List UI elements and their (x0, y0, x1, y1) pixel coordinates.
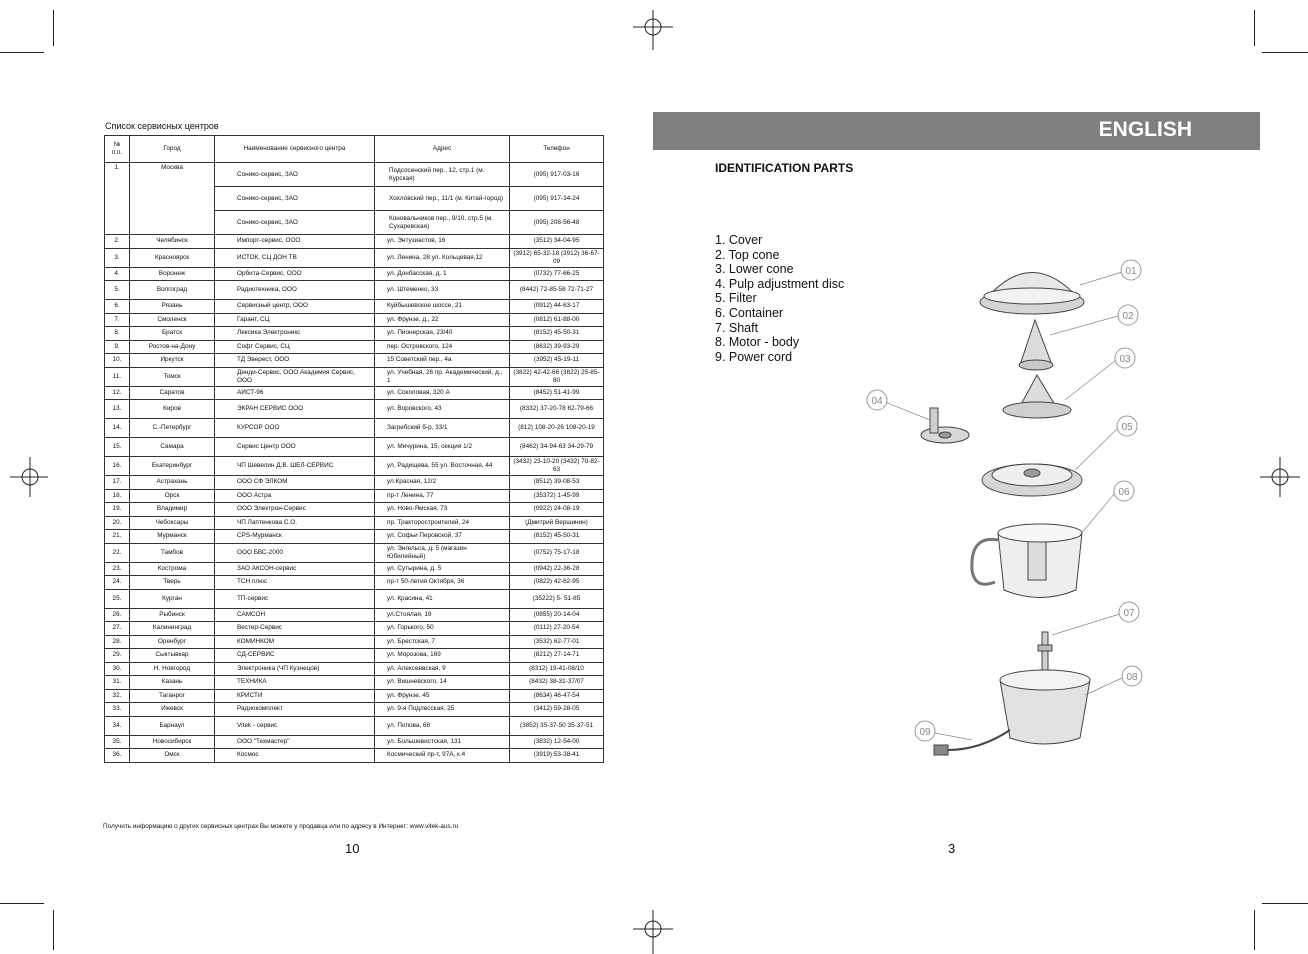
table-row (105, 649, 604, 663)
motor-body-part (1000, 670, 1090, 744)
row-address: ул. Соколовая, 320 А (375, 386, 510, 400)
row-num: 4. (105, 267, 130, 281)
row-num: 19. (105, 503, 130, 517)
row-center-name: ООО Электрон-Сервис (215, 503, 375, 517)
row-city: Воронеж (130, 267, 215, 281)
row-phone: (8152) 45-50-31 (510, 327, 604, 341)
row-city: Барнаул (130, 716, 215, 735)
list-item: 4. Pulp adjustment disc (715, 276, 845, 291)
row-center-name: АИСТ-96 (215, 386, 375, 400)
table-row (105, 248, 604, 267)
table-row (105, 503, 604, 517)
row-center-name: Сервисный центр, ООО (215, 300, 375, 314)
row-center-name: Денди-Сервис, ООО Академия Сервис, ООО (215, 367, 375, 386)
row-address: ул. Энгельса, д. 5 (магазин Юбилейный) (375, 543, 510, 562)
row-phone: (0732) 77-66-25 (510, 267, 604, 281)
header-phone: Телефон (510, 136, 604, 163)
service-centers-table (104, 135, 604, 763)
row-city: Ижевск (130, 703, 215, 717)
row-num: 14. (105, 419, 130, 438)
callout-label: 09 (919, 727, 931, 738)
page-number-right: 3 (948, 841, 956, 856)
row-address: ул. Ново-Ямская, 73 (375, 503, 510, 517)
row-num: 22. (105, 543, 130, 562)
table-row (105, 608, 604, 622)
row-phone: (095) 208-56-48 (510, 211, 604, 235)
row-address: ул. Радищева, 55 ул. Восточная, 44 (375, 457, 510, 476)
row-phone: (3832) 12-54-00 (510, 735, 604, 749)
row-center-name: ООО БВС-2000 (215, 543, 375, 562)
row-city: Челябинск (130, 235, 215, 249)
row-city: Сыктывкар (130, 649, 215, 663)
row-address: ул. Попова, 68 (375, 716, 510, 735)
row-center-name: Радиотехника, ООО (215, 281, 375, 300)
table-row (105, 689, 604, 703)
row-phone: (8632) 39-93-29 (510, 340, 604, 354)
table-row (105, 419, 604, 438)
callout-label: 06 (1118, 487, 1130, 498)
row-center-name: Орбита-Сервис, ООО (215, 267, 375, 281)
service-centers-title: Список сервисных центров (105, 121, 219, 131)
row-center-name: Vitek - сервис (215, 716, 375, 735)
row-center-name: ТСН плюс (215, 576, 375, 590)
callout-label: 07 (1123, 608, 1135, 619)
row-phone: (Дмитрий Вершинин) (510, 516, 604, 530)
registration-mark-bottom (628, 910, 678, 954)
callout-label: 04 (871, 396, 883, 407)
registration-mark-top (628, 10, 678, 50)
row-phone: (0812) 61-88-00 (510, 313, 604, 327)
row-center-name: CPS-Мурманск (215, 530, 375, 544)
row-phone: (8312) 19-41-08/10 (510, 662, 604, 676)
power-cord-part (934, 730, 1010, 755)
table-header-row (105, 136, 604, 163)
list-item: 9. Power cord (715, 349, 793, 364)
row-city: Чебоксары (130, 516, 215, 530)
row-city: Орск (130, 489, 215, 503)
row-num: 16. (105, 457, 130, 476)
row-num: 31. (105, 676, 130, 690)
language-header-bar (653, 112, 1260, 150)
row-city: Мурманск (130, 530, 215, 544)
row-city: Самара (130, 438, 215, 457)
row-city: Москва (130, 163, 215, 235)
row-city: Калининград (130, 622, 215, 636)
row-phone: (8452) 51-41-99 (510, 386, 604, 400)
table-row (105, 281, 604, 300)
row-center-name: ТП-сервис (215, 589, 375, 608)
row-center-name: Сонико-сервис, ЗАО (215, 187, 375, 211)
table-row (105, 354, 604, 368)
row-city: Красноярск (130, 248, 215, 267)
row-city: Рыбинск (130, 608, 215, 622)
row-city: Омск (130, 749, 215, 763)
table-row (105, 516, 604, 530)
row-phone: (3912) 65-32-18 (3912) 36-67-09 (510, 248, 604, 267)
row-center-name: ИСТОК, СЦ ДОН ТВ (215, 248, 375, 267)
row-center-name: Космос (215, 749, 375, 763)
row-city: Волгоград (130, 281, 215, 300)
table-row (105, 386, 604, 400)
table-row (105, 562, 604, 576)
row-num: 9. (105, 340, 130, 354)
row-city: Владимир (130, 503, 215, 517)
row-center-name: ЭКРАН СЕРВИС ООО (215, 400, 375, 419)
row-address: ул.Стоялая, 19 (375, 608, 510, 622)
row-num: 1. (105, 163, 130, 235)
callout-label: 05 (1121, 422, 1133, 433)
row-center-name: ЗАО АКСОН-сервис (215, 562, 375, 576)
table-row (105, 163, 604, 187)
filter-part (982, 464, 1082, 496)
list-item: 5. Filter (715, 291, 757, 306)
row-phone: (0942) 22-36-28 (510, 562, 604, 576)
row-address: ул. Алексеевская, 9 (375, 662, 510, 676)
row-address: пр-т 50-летия Октября, 36 (375, 576, 510, 590)
table-row (105, 400, 604, 419)
language-title: ENGLISH (1098, 118, 1192, 141)
callouts (867, 260, 1142, 741)
list-item: 2. Top cone (715, 247, 780, 262)
table-row (105, 300, 604, 314)
list-item: 6. Container (715, 305, 784, 320)
callout-label: 02 (1122, 311, 1134, 322)
table-row (105, 749, 604, 763)
row-city: Саратов (130, 386, 215, 400)
row-num: 35. (105, 735, 130, 749)
row-num: 36. (105, 749, 130, 763)
row-address: пр. Тракторостроителей, 24 (375, 516, 510, 530)
table-row (105, 313, 604, 327)
table-row (105, 327, 604, 341)
table-row (105, 576, 604, 590)
row-phone: (095) 917-03-16 (510, 163, 604, 187)
row-city: Н. Новгород (130, 662, 215, 676)
row-city: Екатеринбург (130, 457, 215, 476)
row-address: ул. Горького, 50 (375, 622, 510, 636)
registration-mark-right (1260, 455, 1304, 499)
row-num: 15. (105, 438, 130, 457)
row-num: 5. (105, 281, 130, 300)
row-center-name: КРИСТИ (215, 689, 375, 703)
row-city: Астрахань (130, 476, 215, 490)
row-address: 15 Советский пер., 4а (375, 354, 510, 368)
table-row (105, 589, 604, 608)
row-city: Киров (130, 400, 215, 419)
parts-list (715, 233, 844, 364)
row-center-name: ООО Астра (215, 489, 375, 503)
row-num: 3. (105, 248, 130, 267)
row-num: 26. (105, 608, 130, 622)
row-phone: (812) 108-20-26 108-20-19 (510, 419, 604, 438)
row-num: 12. (105, 386, 130, 400)
row-city: Ростов-на-Дону (130, 340, 215, 354)
row-phone: (0822) 42-62-95 (510, 576, 604, 590)
row-address: Подсосенский пер., 12, стр.1 (м. Курская) (375, 163, 510, 187)
row-phone: (8212) 27-14-71 (510, 649, 604, 663)
row-address: ул. Морозова, 169 (375, 649, 510, 663)
row-center-name: ООО "Техмастер" (215, 735, 375, 749)
row-phone: (3512) 34-04-95 (510, 235, 604, 249)
row-address: ул. Донбасская, д. 1 (375, 267, 510, 281)
top-cone-part (1019, 320, 1053, 370)
row-center-name: Лексика Электроникс (215, 327, 375, 341)
table-row (105, 703, 604, 717)
row-num: 7. (105, 313, 130, 327)
row-center-name: ТД Эверест, ООО (215, 354, 375, 368)
row-num: 6. (105, 300, 130, 314)
table-row (105, 543, 604, 562)
row-phone: (3852) 35-37-50 35-37-51 (510, 716, 604, 735)
table-row (105, 530, 604, 544)
callout-label: 01 (1125, 266, 1137, 277)
header-center-name: Наименование сервисного центра (215, 136, 375, 163)
row-address: ул. Сутырина, д. 5 (375, 562, 510, 576)
table-row (105, 476, 604, 490)
row-address: ул. Штеменко, 33 (375, 281, 510, 300)
row-city: Кострома (130, 562, 215, 576)
row-city: Новосибирск (130, 735, 215, 749)
row-phone: (35222) 5- 51-85 (510, 589, 604, 608)
row-address: ул. Пионерская, 23/40 (375, 327, 510, 341)
row-num: 33. (105, 703, 130, 717)
row-center-name: Сонико-сервис, ЗАО (215, 163, 375, 187)
row-center-name: СД-СЕРВИС (215, 649, 375, 663)
row-num: 28. (105, 635, 130, 649)
row-city: Казань (130, 676, 215, 690)
row-num: 18. (105, 489, 130, 503)
row-city: Иркутск (130, 354, 215, 368)
row-center-name: ЧП Шевелин Д.В. ШЕЛ-СЕРВИС (215, 457, 375, 476)
row-address: ул. Софьи Перовской, 37 (375, 530, 510, 544)
row-center-name: Вестер-Сервис (215, 622, 375, 636)
row-num: 23. (105, 562, 130, 576)
header-address: Адрес (375, 136, 510, 163)
row-city: Братск (130, 327, 215, 341)
row-phone: (0912) 44-63-17 (510, 300, 604, 314)
registration-mark-left (8, 455, 48, 499)
row-num: 24. (105, 576, 130, 590)
row-num: 8. (105, 327, 130, 341)
row-phone: (8442) 72-85-58 72-71-27 (510, 281, 604, 300)
row-num: 17. (105, 476, 130, 490)
row-phone: (0112) 27-20-54 (510, 622, 604, 636)
row-city: Рязань (130, 300, 215, 314)
row-phone: (35372) 1-45-99 (510, 489, 604, 503)
table-row (105, 457, 604, 476)
row-city: Оренбург (130, 635, 215, 649)
row-address: пер. Островского, 124 (375, 340, 510, 354)
row-center-name: Сервис Центр ООО (215, 438, 375, 457)
row-phone: (095) 917-34-24 (510, 187, 604, 211)
row-city: Тамбов (130, 543, 215, 562)
row-num: 27. (105, 622, 130, 636)
row-city: Курган (130, 589, 215, 608)
row-address: пр-т Ленина, 77 (375, 489, 510, 503)
row-address: ул. Большевистская, 131 (375, 735, 510, 749)
callout-label: 08 (1126, 672, 1138, 683)
row-phone: (8432) 38-31-37/07 (510, 676, 604, 690)
row-phone: (3952) 45-19-11 (510, 354, 604, 368)
table-row (105, 676, 604, 690)
row-address: ул. Ленина, 28 ул. Кольцевая,12 (375, 248, 510, 267)
row-center-name: САМСОН (215, 608, 375, 622)
row-phone: (3432) 23-10-20 (3432) 70-82-63 (510, 457, 604, 476)
row-center-name: КУРСОР ООО (215, 419, 375, 438)
pulp-disc-part (921, 408, 969, 443)
leader-lines (885, 272, 1122, 740)
row-num: 32. (105, 689, 130, 703)
table-row (105, 735, 604, 749)
row-center-name: Импорт-сервис, ООО (215, 235, 375, 249)
row-center-name: ТЕХНИКА (215, 676, 375, 690)
row-phone: (8512) 39-08-53 (510, 476, 604, 490)
row-phone: (8152) 45-50-31 (510, 530, 604, 544)
juicer-exploded-diagram (860, 250, 1170, 780)
section-title: IDENTIFICATION PARTS (715, 161, 854, 175)
row-address: Космический пр-т, 97А, к.4 (375, 749, 510, 763)
row-address: ул. Мичурина, 15, секция 1/2 (375, 438, 510, 457)
row-address: Коновальников пер., 9/10, стр.5 (м. Сухаревская) (375, 211, 510, 235)
row-address: ул. Воровского, 43 (375, 400, 510, 419)
row-num: 30. (105, 662, 130, 676)
row-phone: (8462) 34-94-63 34-29-79 (510, 438, 604, 457)
header-city: Город (130, 136, 215, 163)
row-center-name: Электроника (ЧП Кузнецов) (215, 662, 375, 676)
list-item: 1. Cover (715, 233, 763, 247)
row-address: ул. Энтузиастов, 16 (375, 235, 510, 249)
row-address: ул. Фрунзе, д., 22 (375, 313, 510, 327)
row-center-name: КОМИНКОМ (215, 635, 375, 649)
container-part (972, 524, 1082, 598)
row-num: 13. (105, 400, 130, 419)
row-num: 34. (105, 716, 130, 735)
table-row (105, 340, 604, 354)
row-num: 20. (105, 516, 130, 530)
list-item: 7. Shaft (715, 320, 759, 335)
row-num: 25. (105, 589, 130, 608)
row-address: ул. 9-я Подлесская, 25 (375, 703, 510, 717)
lower-cone-part (1003, 375, 1071, 418)
row-phone: (3532) 62-77-01 (510, 635, 604, 649)
row-address: ул. Вишневского, 14 (375, 676, 510, 690)
row-num: 29. (105, 649, 130, 663)
cover-part (980, 273, 1084, 315)
row-center-name: Радиокомплект (215, 703, 375, 717)
row-center-name: Сонико-сервис, ЗАО (215, 211, 375, 235)
row-city: Смоленск (130, 313, 215, 327)
row-phone: (0922) 24-08-19 (510, 503, 604, 517)
row-phone: (8634) 46-47-54 (510, 689, 604, 703)
row-phone: (0752) 75-17-18 (510, 543, 604, 562)
row-phone: (8332) 37-20-78 62-79-66 (510, 400, 604, 419)
list-item: 3. Lower cone (715, 262, 794, 277)
table-row (105, 267, 604, 281)
row-address: Загребский б-р, 33/1 (375, 419, 510, 438)
row-city: Таганрог (130, 689, 215, 703)
table-row (105, 235, 604, 249)
header-num: № п.п. (105, 136, 130, 163)
table-row (105, 635, 604, 649)
table-row (105, 489, 604, 503)
row-phone: (3412) 59-28-05 (510, 703, 604, 717)
row-city: С.-Петербург (130, 419, 215, 438)
row-num: 2. (105, 235, 130, 249)
row-city: Тверь (130, 576, 215, 590)
row-num: 11. (105, 367, 130, 386)
service-footnote: Получить информацию о других сервисных центрах Вы можете у продавца или по адресу в Интернет: www.vitek-aus.ru (103, 823, 459, 830)
table-row (105, 622, 604, 636)
row-center-name: Софт Сервис, СЦ (215, 340, 375, 354)
page-number-left: 10 (345, 841, 360, 856)
row-address: Хохловский пер., 11/1 (м. Китай-город) (375, 187, 510, 211)
row-address: ул. Фрунзе, 45 (375, 689, 510, 703)
row-address: Куйбышевское шоссе, 21 (375, 300, 510, 314)
table-row (105, 662, 604, 676)
row-phone: (0855) 20-14-04 (510, 608, 604, 622)
row-phone: (3822) 42-42-66 (3822) 25-85-80 (510, 367, 604, 386)
row-address: ул. Учебная, 26 пр. Академический, д., 1 (375, 367, 510, 386)
row-address: ул. Брестская, 7 (375, 635, 510, 649)
row-num: 21. (105, 530, 130, 544)
row-address: ул. Красина, 41 (375, 589, 510, 608)
row-center-name: Гарант, СЦ (215, 313, 375, 327)
table-row (105, 438, 604, 457)
callout-label: 03 (1119, 354, 1131, 365)
list-item: 8. Motor - body (715, 335, 800, 350)
row-center-name: ЧП Лаптенкова С.О. (215, 516, 375, 530)
row-center-name: ООО СФ ЭЛКОМ (215, 476, 375, 490)
row-phone: (3919) 53-38-41 (510, 749, 604, 763)
table-row (105, 716, 604, 735)
row-num: 10. (105, 354, 130, 368)
table-row (105, 367, 604, 386)
row-address: ул.Красная, 12/2 (375, 476, 510, 490)
row-city: Томск (130, 367, 215, 386)
